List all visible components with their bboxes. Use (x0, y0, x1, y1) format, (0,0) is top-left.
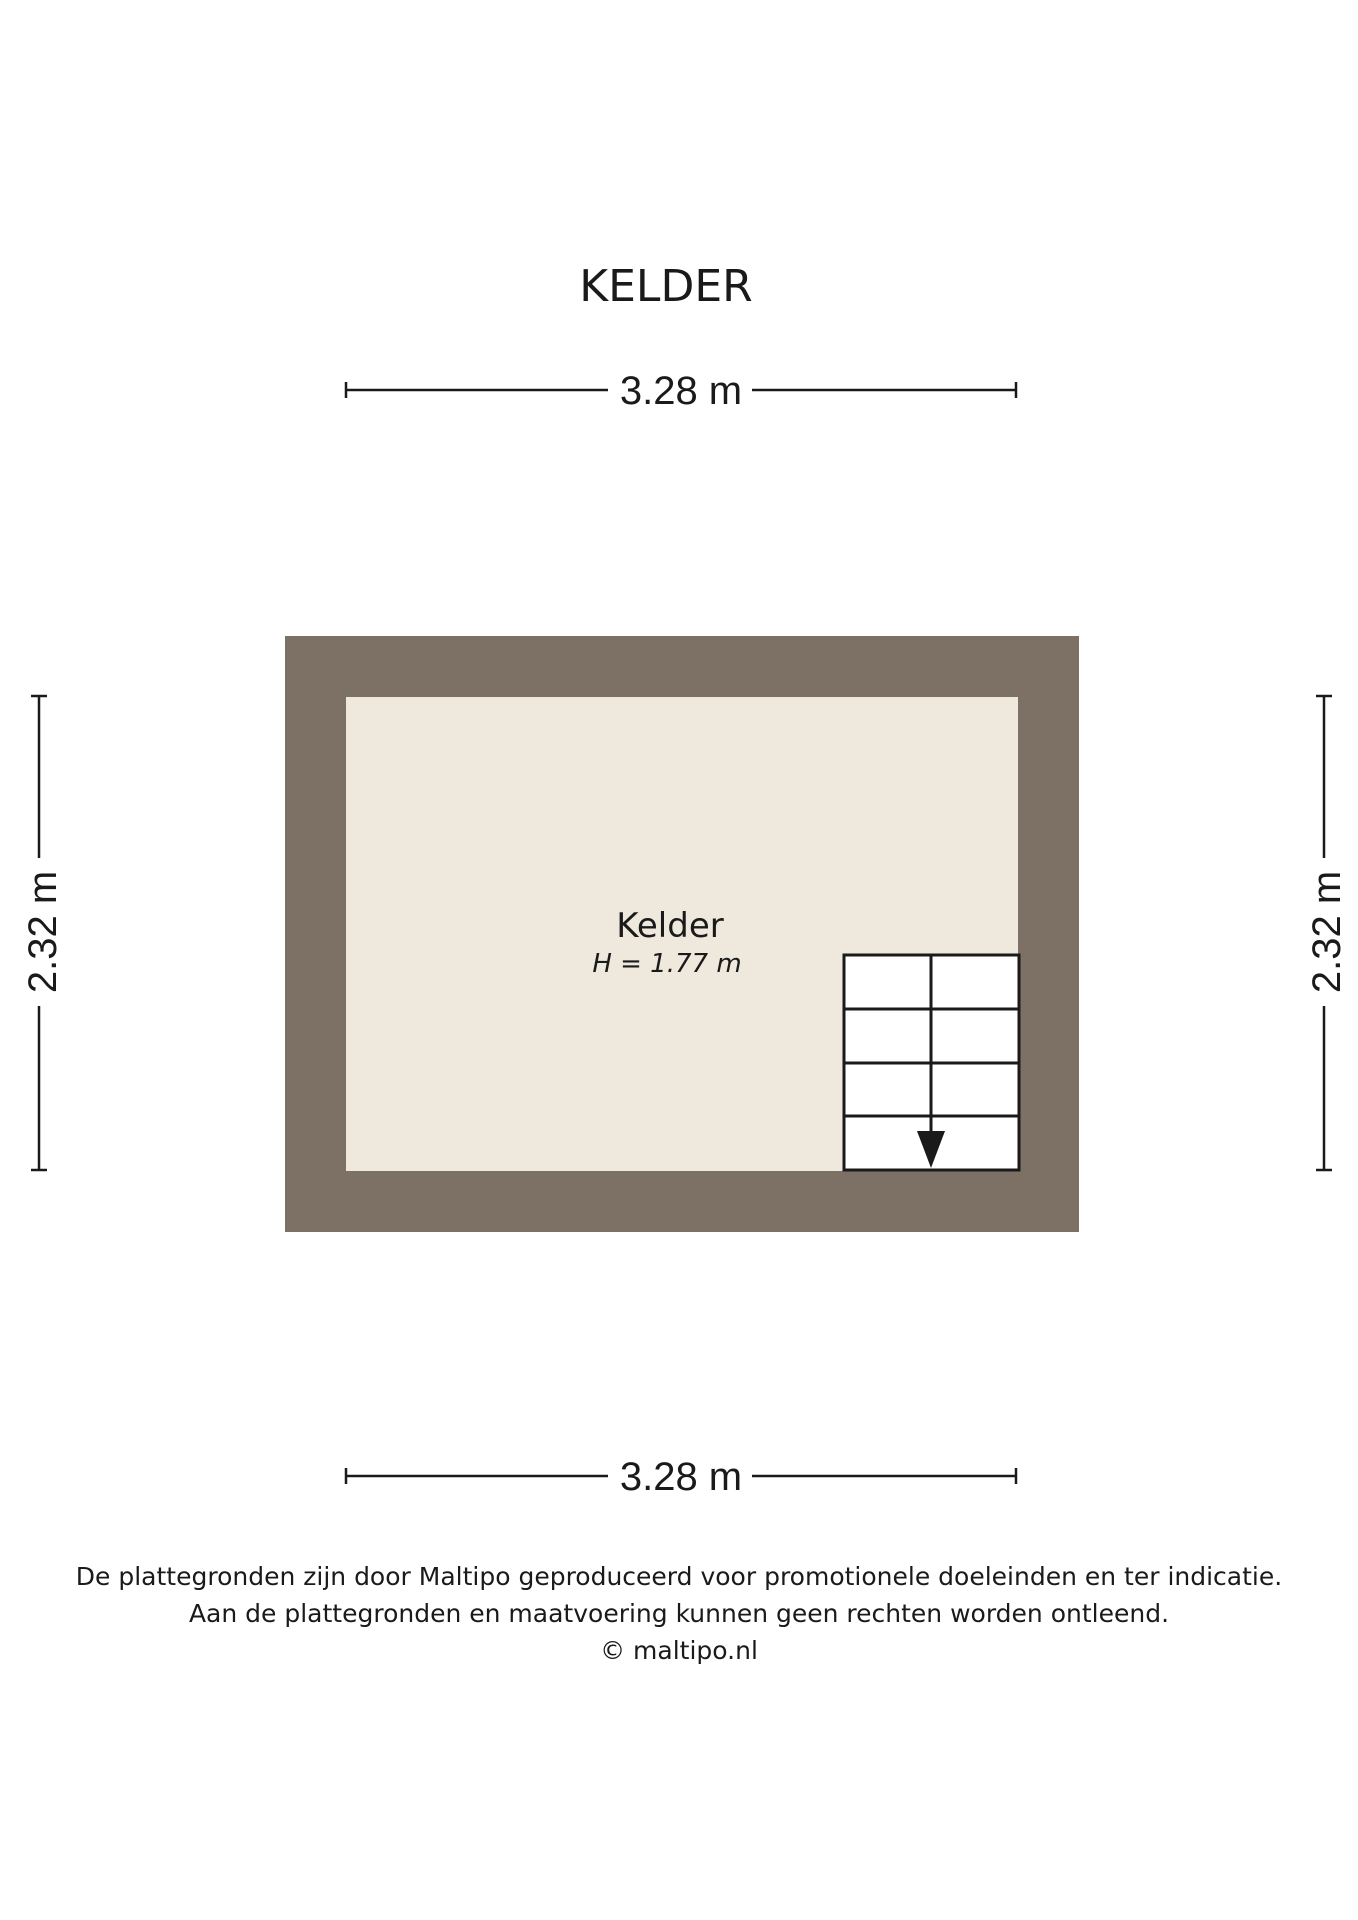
disclaimer-line-2: Aan de plattegronden en maatvoering kunnen geen rechten worden ontleend. (188, 1599, 1170, 1628)
floor-title: KELDER (579, 261, 753, 312)
dimension-top (346, 369, 1016, 413)
dimension-right-label: 2.32 m (1305, 870, 1349, 994)
dimension-bottom-label: 3.28 m (619, 1455, 743, 1499)
dimension-left (21, 696, 65, 1170)
dimension-left-label: 2.32 m (21, 870, 65, 994)
disclaimer-line-1: De plattegronden zijn door Maltipo geproduceerd voor promotionele doeleinden en ter indicatie. (75, 1562, 1283, 1591)
staircase (844, 955, 1019, 1170)
dimension-right (1305, 696, 1349, 1170)
room-height: H = 1.77 m (592, 949, 742, 979)
dimension-bottom (346, 1455, 1016, 1499)
room-name: Kelder (616, 906, 724, 946)
disclaimer (0, 1558, 1358, 1669)
disclaimer-copyright: © maltipo.nl (600, 1636, 758, 1665)
dimension-top-label: 3.28 m (619, 369, 743, 413)
